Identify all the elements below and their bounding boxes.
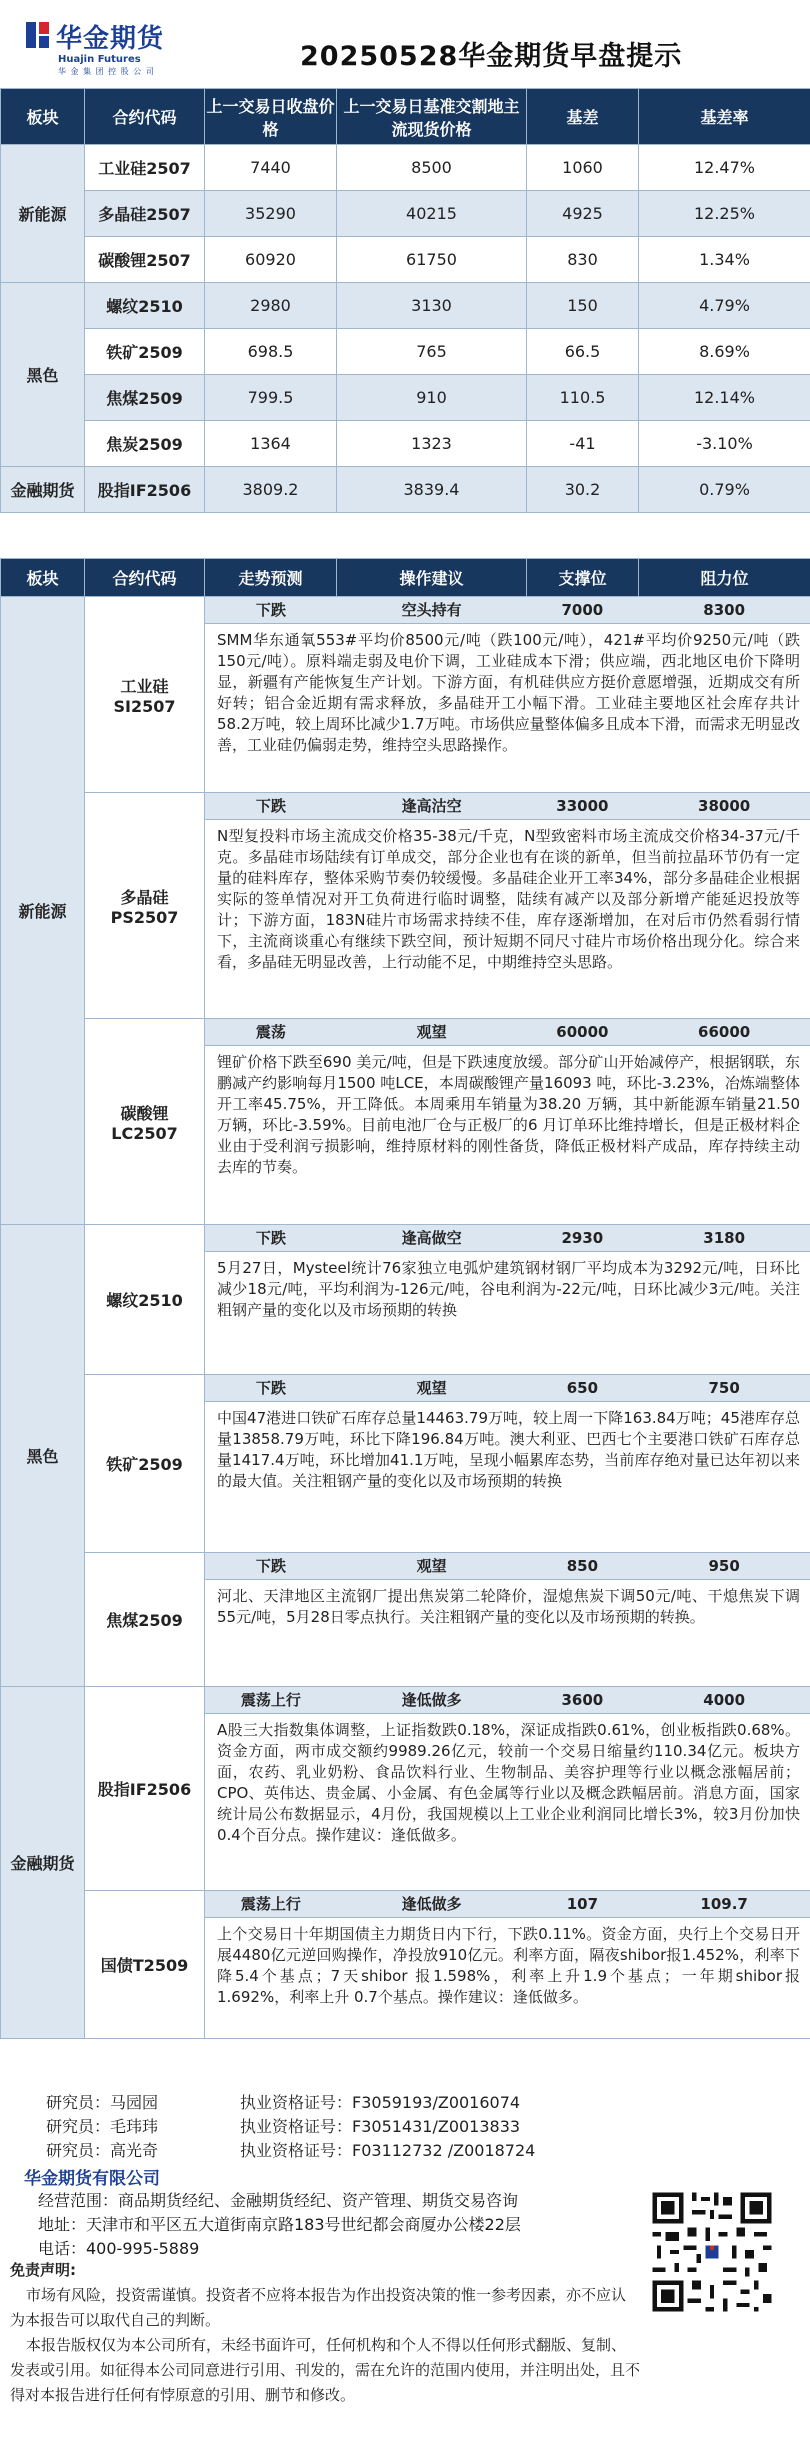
trend-value: 下跌 (255, 1229, 286, 1247)
analysis-cell (205, 597, 810, 793)
table-row (1, 1375, 810, 1553)
table-row (1, 1891, 810, 2039)
brand-name: 华金期货 (56, 24, 165, 54)
table-row (1, 1019, 810, 1225)
basis-cell: 1060 (527, 145, 639, 191)
table-row (1, 1225, 810, 1375)
support-value: 33000 (556, 797, 609, 815)
header-trend: 走势预测 (205, 559, 337, 597)
sector-cell: 黑色 (1, 1225, 85, 1687)
trend-value: 震荡上行 (240, 1691, 301, 1709)
spot-cell: 3130 (337, 283, 527, 329)
basis-table-header (1, 89, 810, 145)
contract-name: 股指IF2506 (97, 1780, 192, 1799)
basis-table (0, 88, 810, 513)
advice-value: 逢高沽空 (401, 797, 462, 815)
trend-value: 下跌 (255, 1557, 286, 1575)
contract-cell: 多晶硅2507 (85, 191, 205, 237)
forecast-row (205, 1375, 810, 1402)
basis-rate-cell: -3.10% (639, 421, 810, 467)
resistance-value: 109.7 (700, 1895, 748, 1913)
contract-name: 螺纹2510 (106, 1291, 183, 1310)
resistance-value: 38000 (698, 797, 751, 815)
analysis-text: A股三大指数集体调整，上证指数跌0.18%，深证成指跌0.61%，创业板指跌0.68%。资金方面，两市成交额约9989.26亿元，较前一个交易日缩量约110.34亿元。板块方面，农药、乳业奶粉、食品饮料行业、生物制品、美容护理等行业以概念涨幅居前；CPO、英伟达、贵金属、小金属、有色金属等行业以及概念跌幅居前。消息方面，国家统计局公布数据显示，4月份，我国规模以上工业企业利润同比增长3%，较3月份加快0.4个百分点。操作建议：逢低做多。 (217, 1721, 800, 1844)
support-value: 60000 (556, 1023, 609, 1041)
analysis-cell (205, 1687, 810, 1891)
contract-cell: 焦炭2509 (85, 421, 205, 467)
analysis-text: SMM华东通氧553#平均价8500元/吨（跌100元/吨），421#平均价9250元/吨（跌150元/吨）。原料端走弱及电价下调，工业硅成本下滑；供应端，西北地区电价下降明显，新疆有产能恢复生产计划。下游方面，有机硅供应方挺价意愿增强，近期成交有所好转；铝合金近期有需求释放，多晶硅开工小幅下滑。工业硅主要地区社会库存共计58.2万吨，较上周环比减少1.7万吨。市场供应量整体偏多且成本下滑，而需求无明显改善，工业硅仍偏弱走势，维持空头思路操作。 (217, 631, 800, 754)
close-cell: 7440 (205, 145, 337, 191)
advice-value: 空头持有 (401, 601, 462, 619)
business-scope: 经营范围：商品期货经纪、金融期货经纪、资产管理、期货交易咨询 (38, 2191, 519, 2210)
basis-rate-cell: 0.79% (639, 467, 810, 513)
advice-value: 观望 (416, 1023, 447, 1041)
sector-cell: 新能源 (1, 145, 85, 283)
resistance-value: 950 (708, 1557, 740, 1575)
forecast-row (205, 1687, 810, 1714)
trend-value: 震荡上行 (240, 1895, 301, 1913)
spot-cell: 61750 (337, 237, 527, 283)
analysis-cell (205, 1553, 810, 1687)
table-row (1, 191, 810, 237)
advice-value: 观望 (416, 1557, 447, 1575)
sector-cell: 金融期货 (1, 1687, 85, 2039)
basis-rate-cell: 4.79% (639, 283, 810, 329)
header-basis: 基差 (527, 89, 639, 145)
close-cell: 1364 (205, 421, 337, 467)
disclaimer (10, 2258, 640, 2408)
spot-cell: 8500 (337, 145, 527, 191)
header-resistance: 阻力位 (639, 559, 810, 597)
advice-value: 观望 (416, 1379, 447, 1397)
basis-cell: 150 (527, 283, 639, 329)
spot-cell: 1323 (337, 421, 527, 467)
header-sector: 板块 (1, 89, 85, 145)
researcher-cert: 执业资格证号：F3059193/Z0016074 (240, 2093, 521, 2112)
basis-rate-cell: 8.69% (639, 329, 810, 375)
analysis-text: 河北、天津地区主流钢厂提出焦炭第二轮降价，湿熄焦炭下调50元/吨、干熄焦炭下调55元/吨，5月28日零点执行。关注粗钢产量的变化以及市场预期的转换。 (217, 1587, 800, 1626)
close-cell: 60920 (205, 237, 337, 283)
resistance-value: 4000 (703, 1691, 746, 1709)
spot-cell: 3839.4 (337, 467, 527, 513)
table-row (1, 597, 810, 793)
basis-rate-cell: 12.25% (639, 191, 810, 237)
researcher-name: 研究员：马园园 (46, 2093, 159, 2112)
contract-name: 工业硅 (120, 676, 169, 696)
contract-cell (85, 793, 205, 1019)
table-row (1, 283, 810, 329)
close-cell: 799.5 (205, 375, 337, 421)
basis-cell: 830 (527, 237, 639, 283)
table-row (1, 1553, 810, 1687)
advice-value: 逢高做空 (401, 1229, 462, 1247)
basis-cell: 30.2 (527, 467, 639, 513)
trend-value: 震荡 (255, 1023, 286, 1041)
researcher-cert: 执业资格证号：F3051431/Z0013833 (240, 2117, 521, 2136)
analysis-text: 上个交易日十年期国债主力期货日内下行，下跌0.11%。资金方面，央行上个交易日开展4480亿元逆回购操作，净投放910亿元。利率方面，隔夜shibor报1.452%，利率下降5.4个基点；7天shibor 报1.598%，利率上升1.9个基点；一年期shibor报1.692%，利率上升 0.7个基点。操作建议：逢低做多。 (217, 1925, 800, 2006)
resistance-value: 3180 (703, 1229, 746, 1247)
basis-cell: 66.5 (527, 329, 639, 375)
trend-value: 下跌 (255, 1379, 286, 1397)
support-value: 107 (566, 1895, 599, 1913)
contract-code: SI2507 (113, 696, 176, 716)
table-row (1, 1687, 810, 1891)
disclaimer-title: 免责声明: (10, 2261, 76, 2279)
close-cell: 698.5 (205, 329, 337, 375)
qr-code-icon (648, 2188, 776, 2316)
table-row (1, 375, 810, 421)
spot-cell: 910 (337, 375, 527, 421)
forecast-row (205, 1553, 810, 1580)
analysis-text: 5月27日，Mysteel统计76家独立电弧炉建筑钢材钢厂平均成本为3292元/吨，日环比减少18元/吨，平均利润为-126元/吨，谷电利润为-22元/吨，日环比减少3元/吨。关注粗钢产量的变化以及市场预期的转换 (217, 1259, 800, 1319)
header (0, 0, 810, 88)
basis-rate-cell: 1.34% (639, 237, 810, 283)
sector-cell: 金融期货 (1, 467, 85, 513)
document-title: 20250528华金期货早盘提示 (300, 41, 683, 72)
support-value: 650 (566, 1379, 599, 1397)
advice-value: 逢低做多 (401, 1895, 462, 1913)
contract-cell (85, 1375, 205, 1553)
forecast-row (205, 597, 810, 624)
support-value: 850 (566, 1557, 599, 1575)
contract-cell: 工业硅2507 (85, 145, 205, 191)
analysis-text: N型复投料市场主流成交价格35-38元/千克，N型致密料市场主流成交价格34-37元/千克。多晶硅市场陆续有订单成交，部分企业也有在谈的新单，但当前拉晶环节仍有一定量的硅料库存，整体采购节奏仍较缓慢。多晶硅企业开工率34%，部分多晶硅企业根据实际的签单情况对开工负荷进行临时调整，陆续有减产以及部分新增产能延迟投放等计；下游方面，183N硅片市场需求持续不佳，库存逐渐增加，在对后市仍然看弱行情下，主流商谈重心有继续下跌空间，预计短期不同尺寸硅片市场价格出现分化。综合来看，多晶硅无明显改善，上行动能不足，中期维持空头思路。 (217, 827, 800, 971)
header-close-price: 上一交易日收盘价格 (205, 89, 337, 145)
close-cell: 2980 (205, 283, 337, 329)
forecast-row (205, 1019, 810, 1046)
table-row (1, 467, 810, 513)
header-advice: 操作建议 (337, 559, 527, 597)
spot-cell: 40215 (337, 191, 527, 237)
analysis-cell (205, 793, 810, 1019)
spot-cell: 765 (337, 329, 527, 375)
header-sector: 板块 (1, 559, 85, 597)
disclaimer-paragraph: 市场有风险，投资需谨慎。投资者不应将本报告为作出投资决策的惟一参考因素，亦不应认为本报告可以取代自己的判断。 (10, 2286, 627, 2329)
researcher-name: 研究员：高光奇 (46, 2141, 159, 2160)
analysis-cell (205, 1891, 810, 2039)
basis-cell: -41 (527, 421, 639, 467)
table-row (1, 421, 810, 467)
sector-cell: 黑色 (1, 283, 85, 467)
company-logo (24, 18, 224, 78)
strategy-table-header (1, 559, 810, 597)
strategy-table (0, 558, 810, 2039)
contract-name: 焦煤2509 (106, 1611, 183, 1630)
researcher-cert: 执业资格证号：F03112732 /Z0018724 (240, 2141, 536, 2160)
header-basis-rate: 基差率 (639, 89, 810, 145)
support-value: 2930 (561, 1229, 604, 1247)
company-address: 地址：天津市和平区五大道街南京路183号世纪都会商厦办公楼22层 (38, 2215, 521, 2234)
header-contract: 合约代码 (85, 89, 205, 145)
table-row (1, 329, 810, 375)
forecast-row (205, 1225, 810, 1252)
brand-english: Huajin Futures (58, 54, 141, 65)
close-cell: 3809.2 (205, 467, 337, 513)
trend-value: 下跌 (255, 601, 286, 619)
contract-cell (85, 1553, 205, 1687)
contract-cell (85, 1225, 205, 1375)
contract-cell (85, 1019, 205, 1225)
basis-cell: 4925 (527, 191, 639, 237)
contract-name: 铁矿2509 (106, 1455, 183, 1474)
contract-cell: 焦煤2509 (85, 375, 205, 421)
header-support: 支撑位 (527, 559, 639, 597)
forecast-row (205, 1891, 810, 1918)
disclaimer-paragraph: 本报告版权仅为本公司所有，未经书面许可，任何机构和个人不得以任何形式翻版、复制、发表或引用。如征得本公司同意进行引用、刊发的，需在允许的范围内使用，并注明出处，且不得对本报告进行任何有悖原意的引用、删节和修改。 (10, 2336, 641, 2404)
table-row (1, 793, 810, 1019)
analysis-cell (205, 1375, 810, 1553)
researcher-name: 研究员：毛玮玮 (46, 2117, 159, 2136)
contract-code: PS2507 (110, 907, 179, 927)
support-value: 7000 (561, 601, 604, 619)
table-row (1, 145, 810, 191)
table-row (1, 237, 810, 283)
resistance-value: 66000 (698, 1023, 751, 1041)
contract-cell (85, 597, 205, 793)
logo-icon (24, 20, 52, 50)
header-contract: 合约代码 (85, 559, 205, 597)
contract-name: 碳酸锂 (120, 1103, 169, 1123)
footer (0, 2080, 810, 2449)
support-value: 3600 (561, 1691, 604, 1709)
forecast-row (205, 793, 810, 820)
contract-cell: 碳酸锂2507 (85, 237, 205, 283)
contract-cell: 螺纹2510 (85, 283, 205, 329)
basis-rate-cell: 12.47% (639, 145, 810, 191)
company-name: 华金期货有限公司 (24, 2169, 160, 2189)
basis-cell: 110.5 (527, 375, 639, 421)
analysis-cell (205, 1225, 810, 1375)
contract-cell (85, 1891, 205, 2039)
close-cell: 35290 (205, 191, 337, 237)
resistance-value: 750 (708, 1379, 740, 1397)
company-phone: 电话：400-995-5889 (38, 2239, 200, 2258)
analysis-text: 中国47港进口铁矿石库存总量14463.79万吨，较上周一下降163.84万吨；45港库存总量13858.79万吨，环比下降196.84万吨。澳大利亚、巴西七个主要港口铁矿石库存总量1417.4万吨，环比增加41.1万吨，呈现小幅累库态势，当前库存绝对量已达年初以来的最大值。关注粗钢产量的变化以及市场预期的转换 (217, 1409, 800, 1490)
contract-cell: 铁矿2509 (85, 329, 205, 375)
contract-name: 多晶硅 (120, 887, 169, 907)
brand-tagline: 华 金 集 团 控 股 公 司 (58, 67, 155, 76)
advice-value: 逢低做多 (401, 1691, 462, 1709)
sector-cell: 新能源 (1, 597, 85, 1225)
header-spot-price: 上一交易日基准交割地主流现货价格 (337, 89, 527, 145)
analysis-text: 锂矿价格下跌至690 美元/吨，但是下跌速度放缓。部分矿山开始减停产，根据钢联，东鹏减产约影响每月1500 吨LCE，本周碳酸锂产量16093 吨，环比-3.23%，冶炼端整体开工率45.75%，开工降低。本周乘用车销量为38.20 万辆，其中新能源车销量21.50 万辆，环比-3.59%。目前电池厂仓与正极厂的6 月订单环比维持增长，但是正极材料企业由于受利润亏损影响，维持原材料的刚性备货，降低正极材料产成品，库存持续主动去库的节奏。 (217, 1053, 800, 1176)
resistance-value: 8300 (703, 601, 746, 619)
analysis-cell (205, 1019, 810, 1225)
contract-name: 国债T2509 (100, 1956, 189, 1975)
basis-rate-cell: 12.14% (639, 375, 810, 421)
contract-code: LC2507 (111, 1123, 178, 1143)
contract-cell: 股指IF2506 (85, 467, 205, 513)
trend-value: 下跌 (255, 797, 286, 815)
contract-cell (85, 1687, 205, 1891)
